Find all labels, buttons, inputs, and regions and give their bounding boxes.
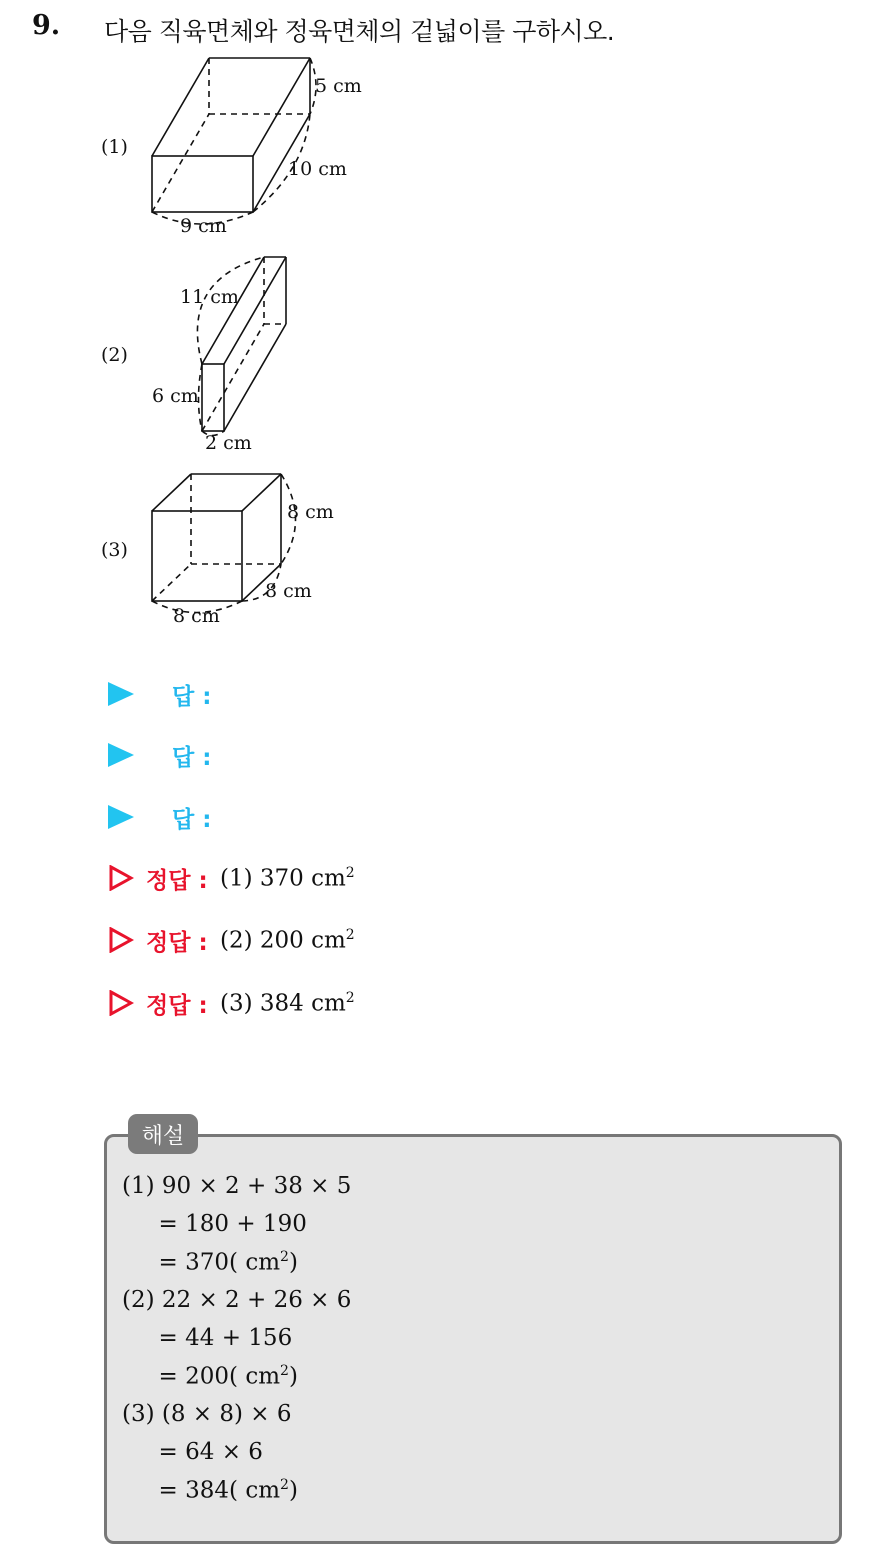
explanation-line: = 64 × 6 (122, 1439, 263, 1465)
solution-row-2 (108, 920, 355, 960)
figure-3-height-label: 8 cm (287, 501, 334, 523)
play-arrow-icon (108, 682, 134, 706)
figure-2-height-label: 6 cm (152, 385, 199, 407)
solution-label: 정답 : (146, 992, 208, 1019)
cuboid-1-edge (152, 58, 209, 156)
solution-row-1 (108, 858, 355, 898)
figure-1-width-label: 9 cm (180, 215, 227, 237)
figure-1-depth-label: 10 cm (288, 158, 347, 180)
play-arrow-icon (108, 805, 134, 829)
answer-label: 답 : (172, 806, 212, 833)
question-text: 다음 직육면체와 정육면체의 겉넓이를 구하시오. (104, 17, 615, 46)
answer-label: 답 : (172, 744, 212, 771)
solution-value: (1) 370 $cm^2$ (220, 864, 355, 892)
cuboid-figure-2 (197, 257, 286, 436)
solution-value: (2) 200 $cm^2$ (220, 926, 355, 954)
figure-1-height-label: 5 cm (315, 75, 362, 97)
outline-arrow-icon (108, 927, 134, 953)
figures-svg (0, 0, 884, 660)
explanation-line: = 370( $cm^2$) (122, 1249, 298, 1276)
explanation-line: = 44 + 156 (122, 1325, 293, 1351)
explanation-line: (1) 90 × 2 + 38 × 5 (122, 1173, 352, 1199)
outline-arrow-icon (108, 990, 134, 1016)
explanation-line: (2) 22 × 2 + 26 × 6 (122, 1287, 352, 1313)
solution-value: (3) 384 $cm^2$ (220, 989, 355, 1017)
play-arrow-icon (108, 743, 134, 767)
answer-row-2 (108, 735, 211, 775)
outline-arrow-icon (108, 865, 134, 891)
figure-3-label: (3) (101, 539, 128, 561)
cuboid-figure-1 (152, 58, 316, 224)
answer-label: 답 : (172, 683, 212, 710)
cube-3-front (152, 511, 242, 601)
question-number: 9. (32, 10, 61, 41)
figure-2-label: (2) (101, 344, 128, 366)
solution-row-3 (108, 983, 355, 1023)
answer-row-3 (108, 797, 211, 837)
figure-2-length-label: 11 cm (180, 286, 239, 308)
explanation-line: = 384( $cm^2$) (122, 1477, 298, 1504)
explanation-line: = 180 + 190 (122, 1211, 307, 1237)
explanation-line: (3) (8 × 8) × 6 (122, 1401, 292, 1427)
figure-2-width-label: 2 cm (205, 432, 252, 454)
figure-3-width-label: 8 cm (173, 605, 220, 627)
figure-1-label: (1) (101, 136, 128, 158)
solution-label: 정답 : (146, 867, 208, 894)
explanation-tab: 해설 (128, 1114, 198, 1154)
solution-label: 정답 : (146, 929, 208, 956)
explanation-line: = 200( $cm^2$) (122, 1363, 298, 1390)
figure-3-depth-label: 8 cm (265, 580, 312, 602)
cuboid-1-front (152, 156, 253, 212)
cuboid-1-edge (253, 58, 310, 156)
answer-row-1 (108, 674, 211, 714)
cuboid-1-hidden-edges (152, 58, 316, 224)
